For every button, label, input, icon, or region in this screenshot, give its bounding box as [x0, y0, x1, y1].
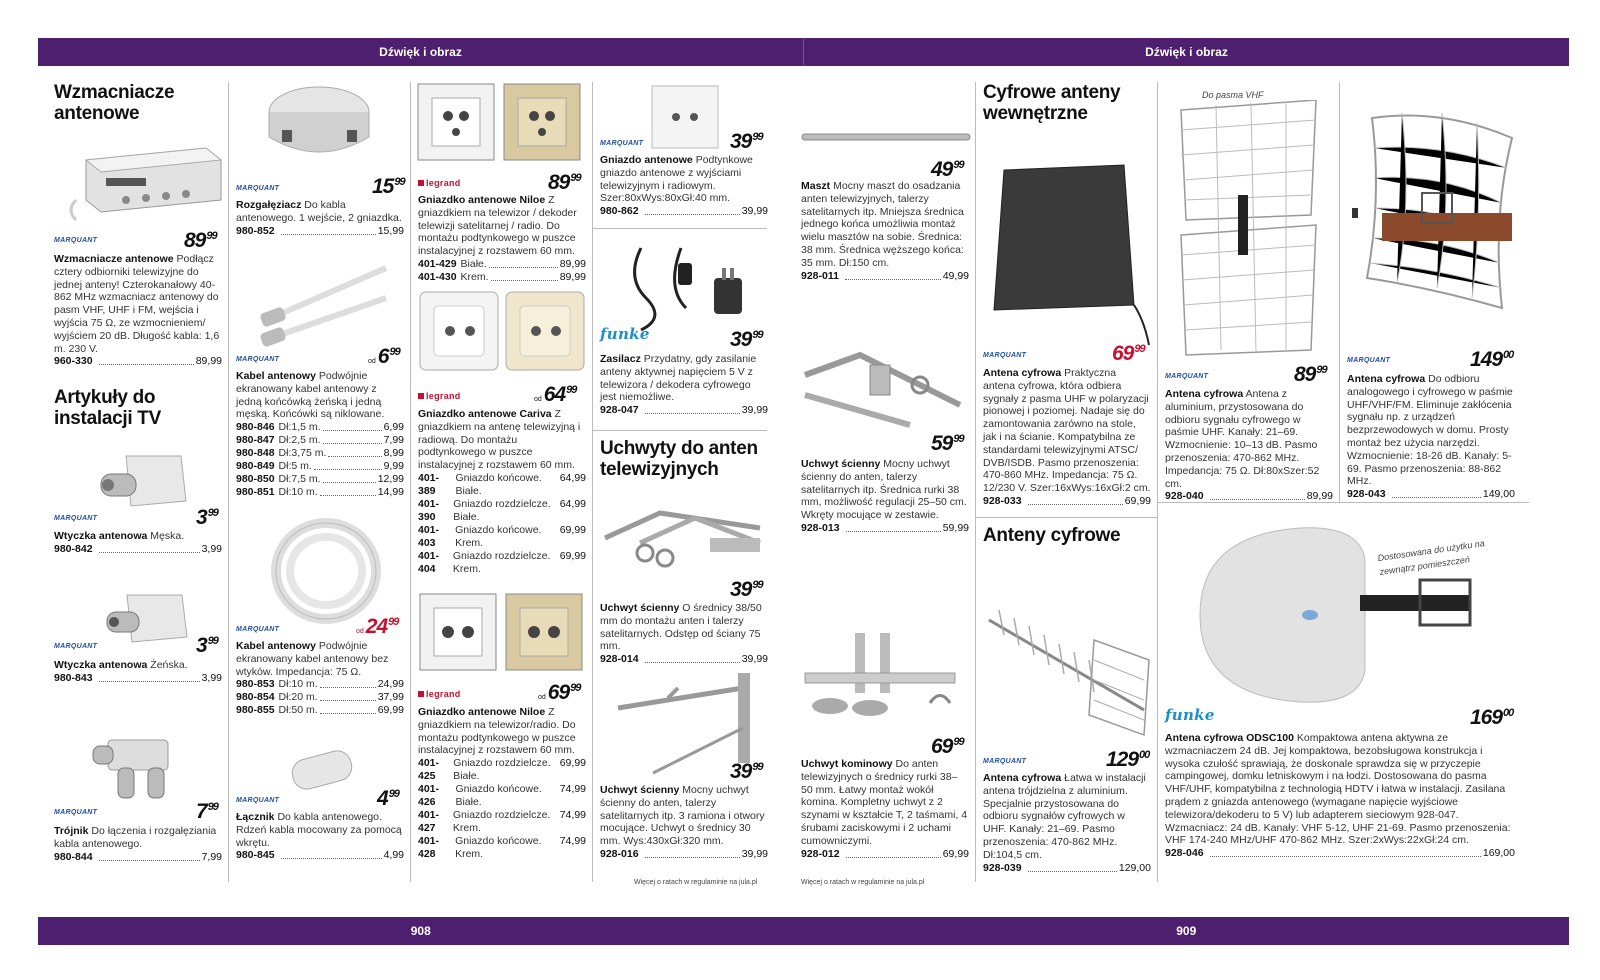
price-yagi-antenna: $129^{00}$ — [1106, 748, 1150, 771]
price-amplifier: $89^{99}$ — [184, 229, 217, 252]
price-cable-1: $od6^{99}$ — [368, 345, 400, 368]
vhf-caption: Do pasma VHF — [1202, 90, 1264, 100]
product-cable-2: Kabel antenowy Podwójnie ekranowany kabel antenowy bez wtyków. Impedancja: 75 Ω. 980-853 Dł:10 m. 24,99 980-854 Dł:20 m. 37,99 980-855 Dł:50 m. 69,99 — [236, 640, 404, 717]
brand-legrand-logo: legrand — [418, 178, 461, 188]
installment-note-right: Więcej o ratach w regulaminie na jula.pl — [801, 879, 925, 886]
price-wall-mount: $59^{99}$ — [931, 432, 964, 455]
bottom-banner — [38, 917, 1569, 945]
brand-marquant-logo: MARQUANT — [983, 758, 1027, 765]
price-indoor-antenna: $69^{99}$ — [1112, 342, 1145, 365]
sku-row: 960-330 89,99 — [54, 355, 222, 368]
product-power-adapter: Zasilacz Przydatny, gdy zasilanie anteny aktywnej napięciem 5 V z telewizora / dekodera cyfrowego jest niemożliwe. 928-047 39,99 — [600, 353, 768, 417]
brand-legrand-logo: legrand — [418, 391, 461, 401]
male-plug-image — [96, 446, 191, 521]
row-divider — [592, 430, 767, 431]
brand-marquant-logo: MARQUANT — [236, 626, 280, 633]
column-divider — [592, 82, 593, 882]
antenna-cable-image — [256, 258, 396, 348]
power-adapter-image — [626, 238, 756, 334]
product-grid-antenna: Antena cyfrowa Antena z aluminium, przystosowana do odbioru sygnału cyfrowego w paśmie UHF. Kanały: 21–69. Wzmocnienie: 10–13 dB. Pasmo przenoszenia: 470-862 MHz. Impedancja: 75 Ω. Dł:80xSzer:52 cm. 928-040 89,99 — [1165, 388, 1333, 503]
price-mast: $49^{99}$ — [931, 158, 964, 181]
column-divider — [228, 82, 229, 882]
product-female-plug: Wtyczka antenowa Żeńska. 980-843 3,99 — [54, 659, 222, 684]
price-female-plug: $3^{99}$ — [196, 634, 218, 657]
price-male-plug: $3^{99}$ — [196, 506, 218, 529]
brand-marquant-logo: MARQUANT — [54, 643, 98, 650]
price-niloe-1: $89^{99}$ — [548, 171, 581, 194]
coupler-image — [282, 740, 362, 800]
product-junction: Rozgałęziacz Do kabla antenowego. 1 wejście, 2 gniazdka. 980-852 15,99 — [236, 199, 404, 237]
price-grid-antenna: $89^{99}$ — [1294, 363, 1327, 386]
product-yagi-antenna: Antena cyfrowa Łatwa w instalacji antena trójdzielna z aluminium. Specjalnie przystosowana do odbioru sygnałów cyfrowych w UHF. Kanały: 21–69. Pasmo przenoszenia: 470-862 MHz. Dł:104,5 cm. 928-039 129,00 — [983, 772, 1151, 874]
column-divider — [410, 82, 411, 882]
parabolic-grid-antenna-image — [1352, 108, 1522, 328]
column-divider — [1157, 82, 1158, 882]
price-coupler: $4^{99}$ — [377, 787, 399, 810]
niloe-socket-image — [416, 82, 586, 164]
yagi-antenna-image — [984, 600, 1154, 740]
product-cariva: Gniazdko antenowe Cariva Z gniazdkiem na antenę telewizyjną i radiową. Do montażu podtynkowego w puszce instalacyjnej z rozstawem 60 mm. 401-389 Gniazdo końcowe. Białe. 64,99 401-390 Gniazdo rozdzielcze. Białe. 64,99 401-403 Gniazdo końcowe. Krem. 69,99 401-404 Gniazdo rozdzielcze. Krem. 69,99 — [418, 408, 586, 575]
heading-cyfrowe-wewn: Cyfrowe anteny wewnętrzne — [983, 82, 1121, 124]
row-divider — [975, 517, 1157, 518]
price-chimney: $69^{99}$ — [931, 735, 964, 758]
cariva-socket-image — [418, 290, 588, 372]
product-mast: Maszt Mocny maszt do osadzania anten telewizyjnych, talerzy satelitarnych itp. Mniejsza średnica jednego końca umożliwia montaż wielu masztów na sobie. Średnica: 38 mm. Średnica węższego końca: 35 mm. Dł:150 cm. 928-011 49,99 — [801, 180, 969, 282]
heading-wzmacniacze: Wzmacniacze antenowe — [54, 82, 175, 124]
brand-marquant-logo: MARQUANT — [983, 352, 1027, 359]
cable-coil-image — [266, 516, 386, 626]
amplifier-image — [66, 140, 226, 230]
wall-bracket-38-image — [600, 498, 768, 568]
price-cable-2: $od24^{99}$ — [356, 615, 399, 638]
brand-marquant-logo: MARQUANT — [236, 185, 280, 192]
brand-marquant-logo: MARQUANT — [54, 809, 98, 816]
brand-funke-logo: funke — [1165, 706, 1215, 724]
product-wall-socket: Gniazdo antenowe Podtynkowe gniazdo antenowe z wyjściami telewizyjnym i radiowym. Szer:80xWys:80xGł:40 mm. 980-862 39,99 — [600, 154, 768, 218]
wall-socket-image — [650, 84, 720, 150]
product-chimney: Uchwyt kominowy Do anten telewizyjnych o średnicy rurki 38–50 mm. Łatwy montaż wokół komina. Kompletny uchwyt z 2 szynami w kształcie T, 2 taśmami, 4 śrubami zaciskowymi i 2 uchami cumowniczymi. 928-012 69,99 — [801, 758, 969, 860]
brand-marquant-logo: MARQUANT — [1165, 373, 1209, 380]
niloe-socket-2-image — [418, 592, 588, 674]
junction-box-image — [262, 82, 377, 162]
product-amplifier: Wzmacniacze antenowe Podłącz cztery odbiorniki telewizyjne do jednej anteny! Czterokanałowy 40-862 MHz wzmacniacz antenowy do pasm VHF, UHF i FM, wejścia i wyjścia 75 Ω, ze wzmocnieniem/ wyjściem 20 dB. Długość kabla: 1,6 m. 230 V. 960-330 89,99 — [54, 253, 222, 368]
chimney-mount-image — [800, 628, 970, 728]
page-number-right: 909 — [1176, 924, 1197, 938]
top-banner — [38, 38, 1569, 66]
outdoor-caption: Dostosowana do użytku na zewnątrz pomieszczeń — [1376, 538, 1486, 577]
product-odsc100: Antena cyfrowa ODSC100 Kompaktowa antena aktywna ze wzmacniaczem 24 dB. Jej kompaktowa, bezobsługowa konstrukcja i wysoka czułość sprawiają, że doskonale sprawdza się w przyczepie campingowej, domku letniskowym i na łodzi. Dostosowana do pasma VHF/UHF, kompatybilna z technologią HDTV i łatwa w instalacji. Zasilana prądem z gniazda antenowego (wymagane napięcie wyjściowe telewizora/dekoderu to 5 V) lub adapterem sieciowym 928-047. Wzmacniacz: 24 dB. Kanały: VHF 5-12, UHF 21-69. Pasmo przenoszenia: VHF 174-240 MHz/UHF 470-862 MHz. Szer:2xWys:22xGł:24 cm. 928-046 169,00 — [1165, 732, 1515, 860]
heading-uchwyty: Uchwyty do anten telewizyjnych — [600, 438, 758, 480]
price-t-splitter: $7^{99}$ — [196, 800, 218, 823]
brand-marquant-logo: MARQUANT — [54, 515, 98, 522]
product-bracket-30: Uchwyt ścienny Mocny uchwyt ścienny do anten, talerzy satelitarnych itp. 3 ramiona i otwory mocujące. Uchwyt o średnicy 30 mm. Wys:430xGł:320 mm. 928-016 39,99 — [600, 784, 768, 860]
column-divider — [975, 82, 976, 882]
brand-marquant-logo: MARQUANT — [54, 237, 98, 244]
price-junction: $15^{99}$ — [372, 175, 405, 198]
brand-marquant-logo: MARQUANT — [1347, 357, 1391, 364]
product-niloe-1: Gniazdko antenowe Niloe Z gniazdkiem na telewizor / dekoder telewizji satelitarnej / radio. Do montażu podtynkowego w puszce instalacyjnej z rozstawem 60 mm. 401-429 Białe. 89,99 401-430 Krem. 89,99 — [418, 194, 586, 283]
product-niloe-2: Gniazdko antenowe Niloe Z gniazdkiem na telewizor/radio. Do montażu podtynkowego w puszce instalacyjnej z rozstawem 60 mm. 401-425 Gniazdo rozdzielcze. Białe. 69,99 401-426 Gniazdo końcowe. Białe. 74,99 401-427 Gniazdo rozdzielcze. Krem. 74,99 401-428 Gniazdo końcowe. Krem. 74,99 — [418, 706, 586, 861]
product-coupler: Łącznik Do kabla antenowego. Rdzeń kabla mocowany za pomocą wkrętu. 980-845 4,99 — [236, 811, 404, 862]
price-power-adapter: $39^{99}$ — [730, 328, 763, 351]
price-parabolic: $149^{00}$ — [1470, 348, 1514, 371]
left-section-title: Dźwięk i obraz — [38, 38, 804, 66]
installment-note-left: Więcej o ratach w regulaminie na jula.pl — [634, 879, 758, 886]
price-cariva: $od64^{99}$ — [534, 383, 577, 406]
product-t-splitter: Trójnik Do łączenia i rozgałęziania kabla antenowego. 980-844 7,99 — [54, 825, 222, 863]
female-plug-image — [102, 587, 192, 657]
brand-legrand-logo: legrand — [418, 689, 461, 699]
price-odsc100: $169^{00}$ — [1470, 706, 1514, 729]
indoor-antenna-image — [984, 160, 1154, 350]
heading-artykuly: Artykuły do instalacji TV — [54, 387, 161, 429]
row-divider — [592, 228, 767, 229]
product-parabolic: Antena cyfrowa Do odbioru analogowego i cyfrowego w paśmie UHF/VHF/FM. Eliminuje zakłócenia sygnału np. z urządzeń bezprzewodowych w domu. Prosty montaż bez użycia narzędzi. Wzmocnienie: 18-26 dB. Kanały: 5-69. Pasmo przenoszenia: 88-862 MHz. 928-043 149,00 — [1347, 373, 1515, 501]
brand-marquant-logo: MARQUANT — [236, 356, 280, 363]
page-number-left: 908 — [410, 924, 431, 938]
brand-marquant-logo: MARQUANT — [236, 797, 280, 804]
product-bracket-38: Uchwyt ścienny O średnicy 38/50 mm do montażu anten i talerzy satelitarnych. Odstęp od ściany 75 mm. 928-014 39,99 — [600, 602, 768, 666]
product-indoor-antenna: Antena cyfrowa Praktyczna antena cyfrowa, która odbiera sygnały z pasma UHF w polaryzacji pionowej i poziomej. Nadaje się do zamontowania zarówno na stole, jak i na ścianie. Kompatybilna ze standardami telewizyjnymi ATSC/ DVB/ISDB. Pasmo przenoszenia: 470-860 MHz. Impedancja: 75 Ω. 12/230 V. Szer:16xWys:16xGł:2 cm. 928-033 69,99 — [983, 367, 1151, 507]
splitter-t-image — [88, 730, 188, 810]
product-wall-mount: Uchwyt ścienny Mocny uchwyt ścienny do anten, talerzy satelitarnych itp. Średnica rurki 38 mm, możliwość regulacji 25–50 cm. Wkręty mocujące w zestawie. 928-013 59,99 — [801, 458, 969, 534]
right-section-title: Dźwięk i obraz — [1145, 45, 1228, 59]
price-niloe-2: $od69^{99}$ — [538, 681, 581, 704]
brand-funke-logo: funke — [600, 325, 650, 343]
brand-marquant-logo: MARQUANT — [600, 140, 644, 147]
wall-mount-image — [800, 345, 970, 435]
price-bracket-38: $39^{99}$ — [730, 578, 763, 601]
heading-anteny-cyfrowe: Anteny cyfrowe — [983, 525, 1121, 546]
price-wall-socket: $39^{99}$ — [730, 130, 763, 153]
price-bracket-30: $39^{99}$ — [730, 760, 763, 783]
mast-image — [800, 130, 972, 144]
product-cable-1: Kabel antenowy Podwójnie ekranowany kabel antenowy z jedną końcówką żeńską i jedną męską. Końcówki są niklowane. 980-846 Dł:1,5 m. 6,99 980-847 Dł:2,5 m. 7,99 980-848 Dł:3,75 m. 8,99 980-849 Dł:5 m. 9,99 980-850 Dł:7,5 m. 12,99 980-851 Dł:10 m. 14,99 — [236, 370, 404, 499]
grid-antenna-image — [1166, 100, 1336, 360]
product-male-plug: Wtyczka antenowa Męska. 980-842 3,99 — [54, 530, 222, 555]
column-divider — [1339, 82, 1340, 502]
